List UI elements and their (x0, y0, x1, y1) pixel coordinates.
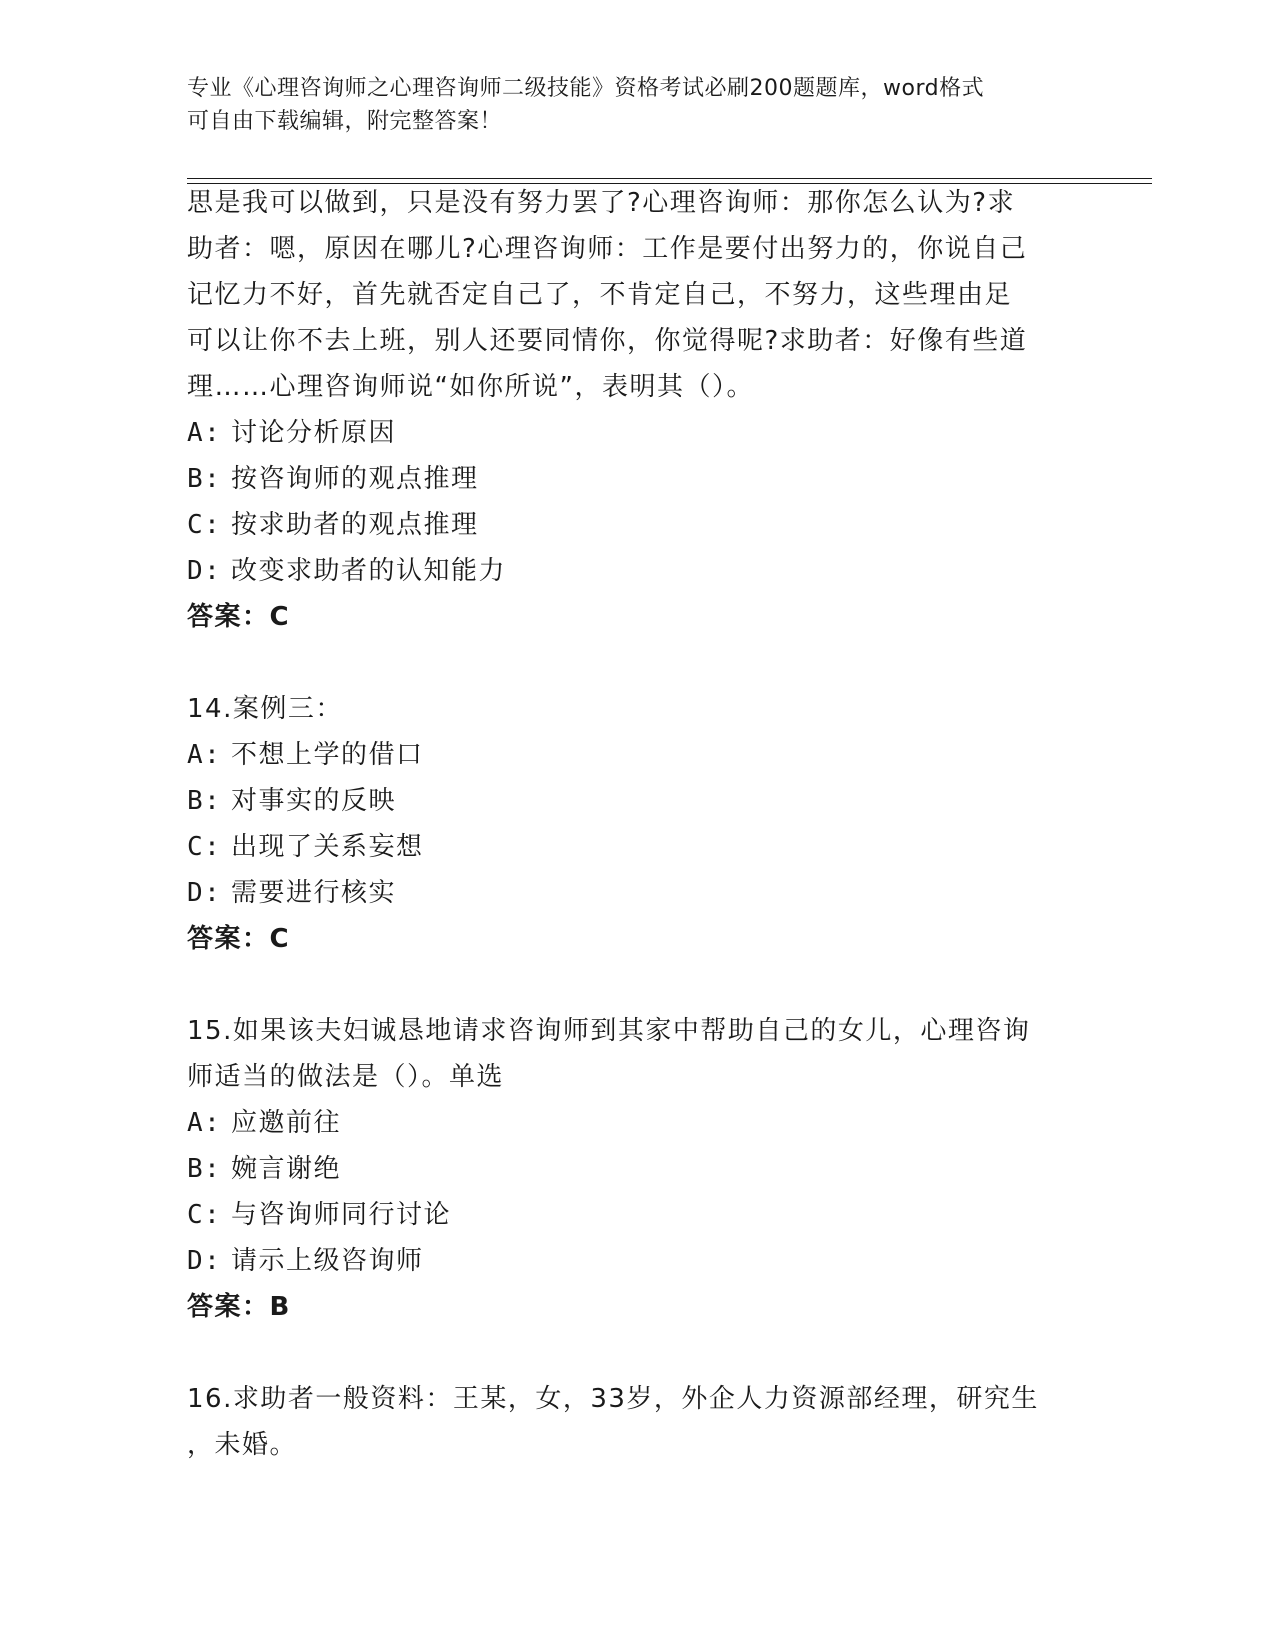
option-key: C: (187, 832, 222, 862)
option-text: 按咨询师的观点推理 (231, 464, 479, 494)
spacer (187, 640, 1087, 686)
option-key: D: (187, 1246, 222, 1276)
question-15-option-b (187, 1146, 1087, 1192)
option-key: A: (187, 1108, 222, 1138)
option-key: B: (187, 786, 222, 816)
question-13-stem-line-3: 记忆力不好，首先就否定自己了，不肯定自己，不努力，这些理由足 (187, 280, 1013, 310)
option-text: 婉言谢绝 (231, 1154, 342, 1184)
question-14 (187, 686, 1087, 962)
option-text: 改变求助者的认知能力 (231, 556, 507, 586)
option-key: D: (187, 556, 222, 586)
question-13 (187, 180, 1087, 640)
option-key: C: (187, 1200, 222, 1230)
option-text: 与咨询师同行讨论 (231, 1200, 452, 1230)
question-13-option-a (187, 410, 1087, 456)
question-15-stem-line-1: 15.如果该夫妇诚恳地请求咨询师到其家中帮助自己的女儿，心理咨询 (187, 1016, 1031, 1046)
question-16-stem-line-1: 16.求助者一般资料：王某，女，33岁，外企人力资源部经理，研究生 (187, 1384, 1039, 1414)
option-key: A: (187, 740, 222, 770)
option-text: 不想上学的借口 (231, 740, 424, 770)
question-13-option-d (187, 548, 1087, 594)
option-key: B: (187, 1154, 222, 1184)
question-15-option-a (187, 1100, 1087, 1146)
option-text: 对事实的反映 (231, 786, 397, 816)
option-text: 出现了关系妄想 (231, 832, 424, 862)
spacer (187, 962, 1087, 1008)
option-text: 请示上级咨询师 (231, 1246, 424, 1276)
option-text: 需要进行核实 (231, 878, 397, 908)
question-14-option-a (187, 732, 1087, 778)
question-13-option-c (187, 502, 1087, 548)
option-text: 讨论分析原因 (231, 418, 397, 448)
question-13-stem-line-4: 可以让你不去上班，别人还要同情你，你觉得呢?求助者：好像有些道 (187, 326, 1028, 356)
question-14-option-b (187, 778, 1087, 824)
option-text: 应邀前往 (231, 1108, 342, 1138)
question-13-stem-line-5: 理……心理咨询师说“如你所说”，表明其（）。 (187, 372, 754, 402)
question-15-stem-line-2: 师适当的做法是（）。单选 (187, 1062, 505, 1092)
question-14-answer: 答案：C (187, 924, 291, 954)
question-14-option-c (187, 824, 1087, 870)
header-rule-top (187, 178, 1152, 179)
question-14-stem-line-1: 14.案例三： (187, 694, 343, 724)
option-key: D: (187, 878, 222, 908)
header-line-2: 可自由下载编辑，附完整答案！ (187, 109, 503, 134)
document-header (187, 72, 1087, 138)
question-list (187, 180, 1087, 1468)
option-key: A: (187, 418, 222, 448)
question-13-answer: 答案：C (187, 602, 291, 632)
question-13-stem-line-1: 思是我可以做到，只是没有努力罢了?心理咨询师：那你怎么认为?求 (187, 188, 1016, 218)
question-15-option-d (187, 1238, 1087, 1284)
option-text: 按求助者的观点推理 (231, 510, 479, 540)
question-16-stem-line-2: ，未婚。 (187, 1430, 298, 1460)
option-key: C: (187, 510, 222, 540)
header-line-1: 专业《心理咨询师之心理咨询师二级技能》资格考试必刷200题题库，word格式 (187, 76, 985, 101)
question-16 (187, 1376, 1087, 1468)
question-13-stem-line-2: 助者：嗯，原因在哪儿?心理咨询师：工作是要付出努力的，你说自己 (187, 234, 1028, 264)
question-13-option-b (187, 456, 1087, 502)
question-15 (187, 1008, 1087, 1330)
question-14-option-d (187, 870, 1087, 916)
option-key: B: (187, 464, 222, 494)
spacer (187, 1330, 1087, 1376)
question-15-answer: 答案：B (187, 1292, 291, 1322)
question-15-option-c (187, 1192, 1087, 1238)
